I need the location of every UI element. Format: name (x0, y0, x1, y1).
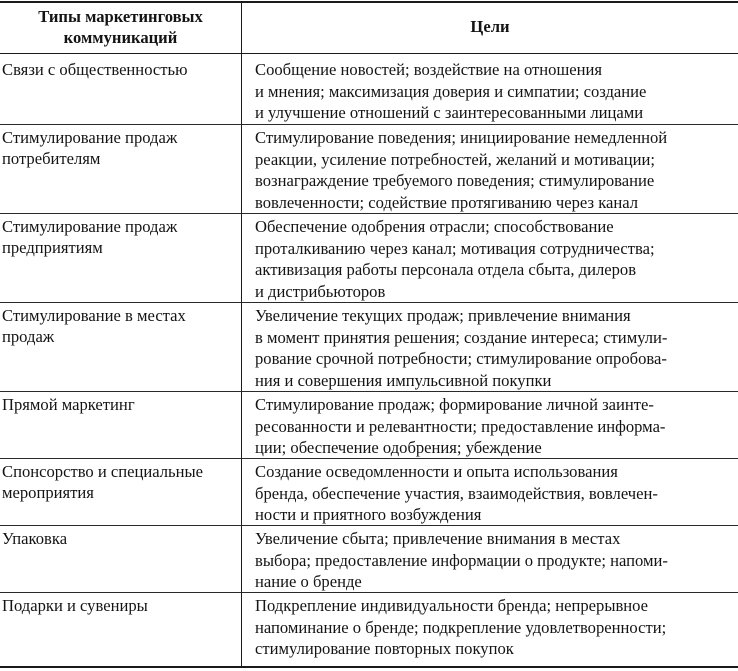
row-separator (0, 458, 738, 459)
row-goals: Подкрепление индивидуальности бренда; непрерывное напоминание о бренде; подкрепление удовлетворенности; стимулирование повторных покупок (255, 596, 667, 658)
column-divider (241, 1, 242, 667)
row-goals: Стимулирование поведения; инициирование немедленной реакции, усиление потребностей, желаний и мотивации; вознаграждение требуемого поведения; стимулирование вовлеченности; содействие протягиванию через канал (255, 128, 668, 212)
header-rule (0, 53, 738, 54)
row-type: Связи с общественностью (2, 60, 188, 79)
row-goals: Увеличение текущих продаж; привлечение внимания в момент принятия решения; создание интереса; стимули- рование срочной потребности; стимулирование опробова- ния и совершения импульсивной покупки (255, 306, 668, 390)
row-goals: Сообщение новостей; воздействие на отношения и мнения; максимизация доверия и симпатии; создание и улучшение отношений с заинтересованными лицами (255, 60, 647, 122)
row-goals: Создание осведомленности и опыта использования бренда, обеспечение участия, взаимодействия, вовлечен- ности и приятного возбуждения (255, 462, 658, 524)
row-type: Стимулирование продаж предприятиям (2, 217, 178, 257)
row-type: Стимулирование в местах продаж (2, 306, 186, 346)
row-type: Стимулирование продаж потребителям (2, 128, 178, 168)
row-separator (0, 213, 738, 214)
row-goals: Увеличение сбыта; привлечение внимания в местах выбора; предоставление информации о продукте; напоми- нание о бренде (255, 529, 668, 591)
row-type: Прямой маркетинг (2, 395, 135, 414)
table-top-rule (0, 1, 738, 3)
row-goals: Обеспечение одобрения отрасли; способствование проталкиванию через канал; мотивация сотрудничества; активизация работы персонала отдела сбыта, дилеров и дистрибьюторов (255, 217, 655, 301)
table-bottom-rule (0, 666, 738, 668)
row-separator (0, 592, 738, 593)
header-goals: Цели (470, 17, 510, 36)
row-goals: Стимулирование продаж; формирование личной заинте- ресованности и релевантности; предоставление информа- ции; обеспечение одобрения; убеждение (255, 395, 666, 457)
row-separator (0, 302, 738, 303)
row-type: Спонсорство и специальные мероприятия (2, 462, 204, 502)
row-type: Упаковка (2, 529, 68, 548)
header-types: Типы маркетинговых коммуникаций (38, 7, 203, 47)
row-separator (0, 525, 738, 526)
row-separator (0, 391, 738, 392)
row-separator (0, 124, 738, 125)
row-type: Подарки и сувениры (2, 596, 148, 615)
